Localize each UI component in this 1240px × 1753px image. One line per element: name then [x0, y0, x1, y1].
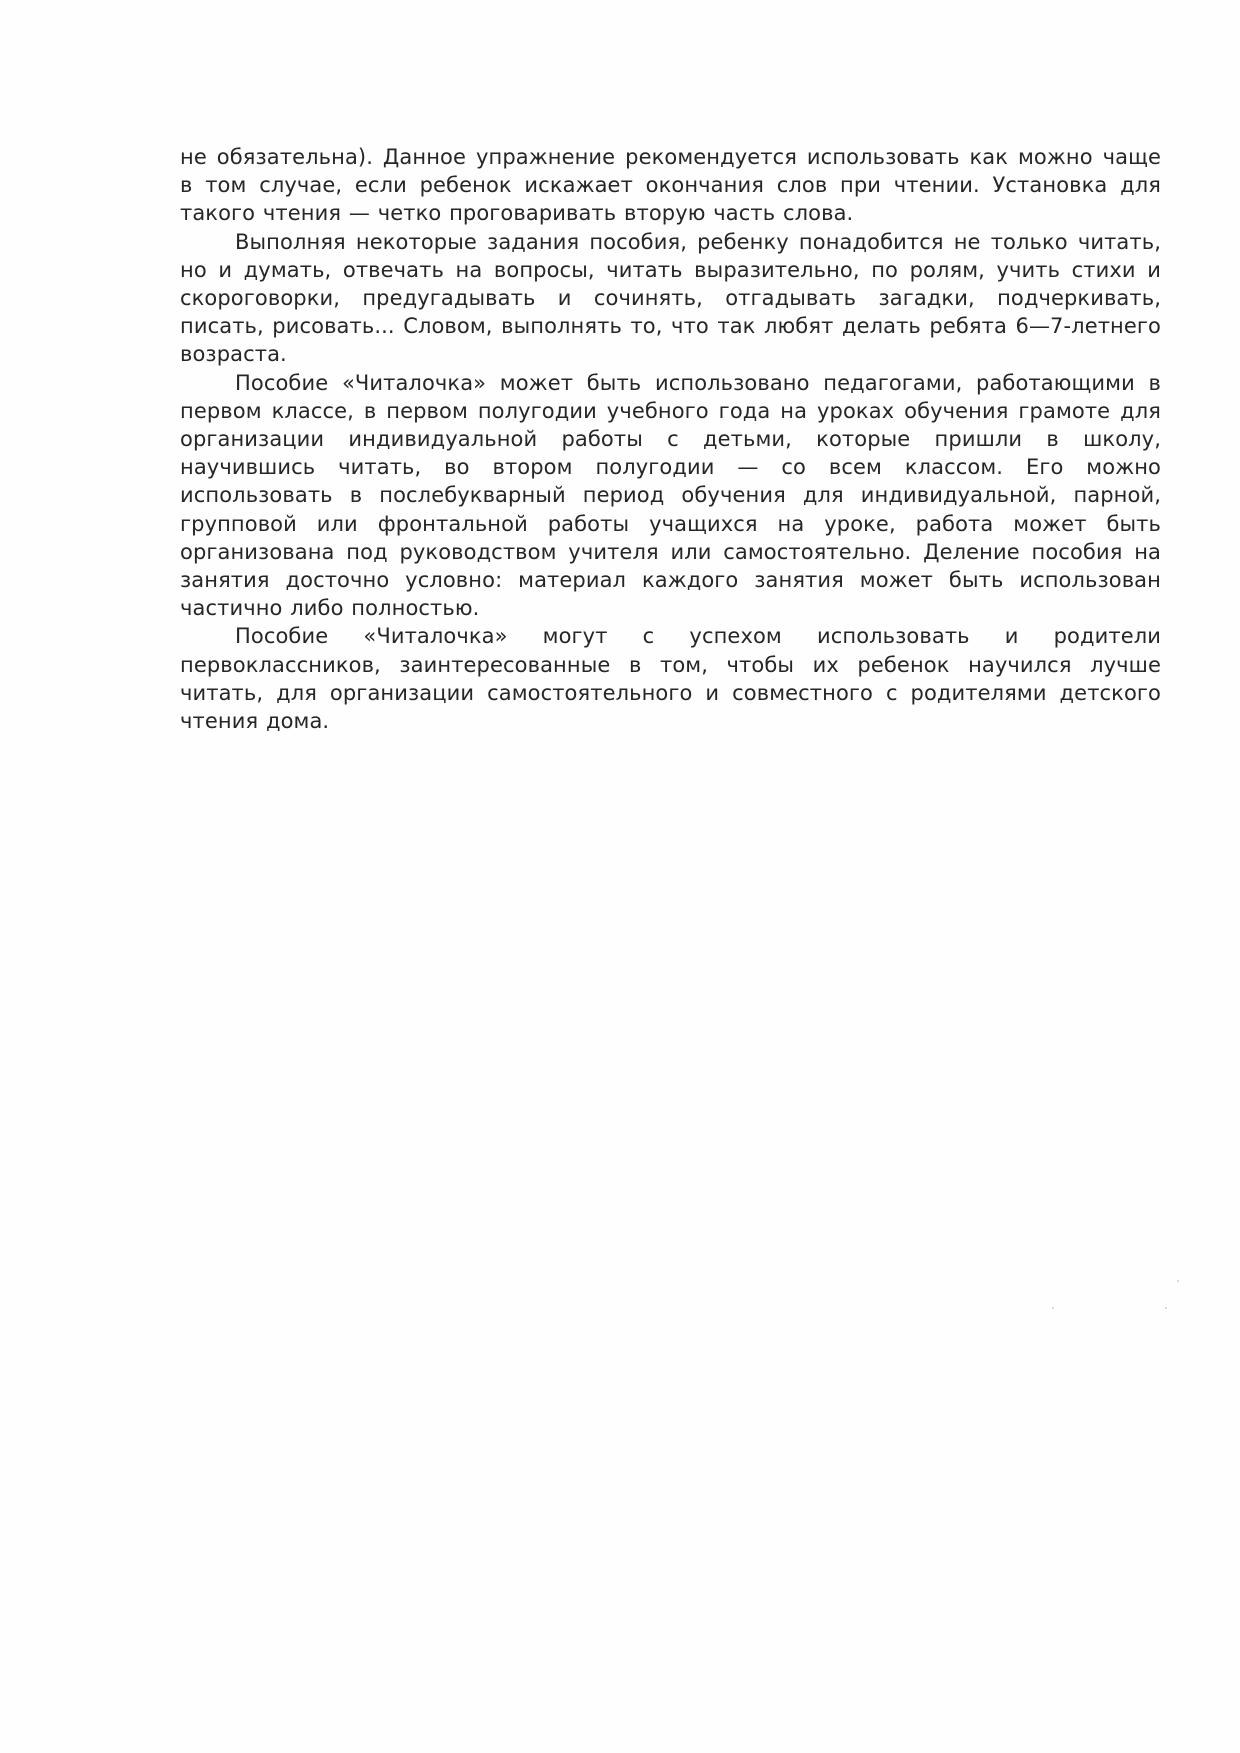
paragraph-tasks: Выполняя некоторые задания пособия, ребенку понадобится не только читать, но и думать, отвечать на вопросы, читать выразительно, по ролям, учить стихи и скороговорки, предугадывать и сочинять, отгадывать загадки, подчеркивать, писать, рисовать... Словом, выполнять то, что так любят делать ребята 6—7-летнего возраста. [180, 229, 1161, 367]
paragraph-continuation: не обязательна). Данное упражнение рекомендуется использовать как можно чаще в том случае, если ребенок искажает окончания слов при чтении. Установка для такого чтения — четко проговаривать вторую часть слова. [180, 145, 1161, 226]
scan-speck [1052, 1307, 1054, 1309]
body-text [180, 143, 1161, 735]
paragraph-teachers: Пособие «Читалочка» может быть использовано педагогами, работающими в первом классе, в первом полугодии учебного года на уроках обучения грамоте для организации индивидуальной работы с детьми, которые пришли в школу, научившись читать, во втором полугодии — со всем классом. Его можно использовать в послебукварный период обучения для индивидуальной, парной, групповой или фронтальной работы учащихся на уроке, работа может быть организована под руководством учителя или самостоятельно. Деление пособия на занятия досточно условно: материал каждого занятия может быть использован частично либо полностью. [180, 370, 1161, 621]
scan-speck [1177, 1280, 1179, 1282]
scan-speck [1165, 1307, 1167, 1309]
paragraph-parents: Пособие «Читалочка» могут с успехом использовать и родители первоклассников, заинтересованные в том, чтобы их ребенок научился лучше читать, для организации самостоятельного и совместного с родителями детского чтения дома. [180, 624, 1161, 734]
